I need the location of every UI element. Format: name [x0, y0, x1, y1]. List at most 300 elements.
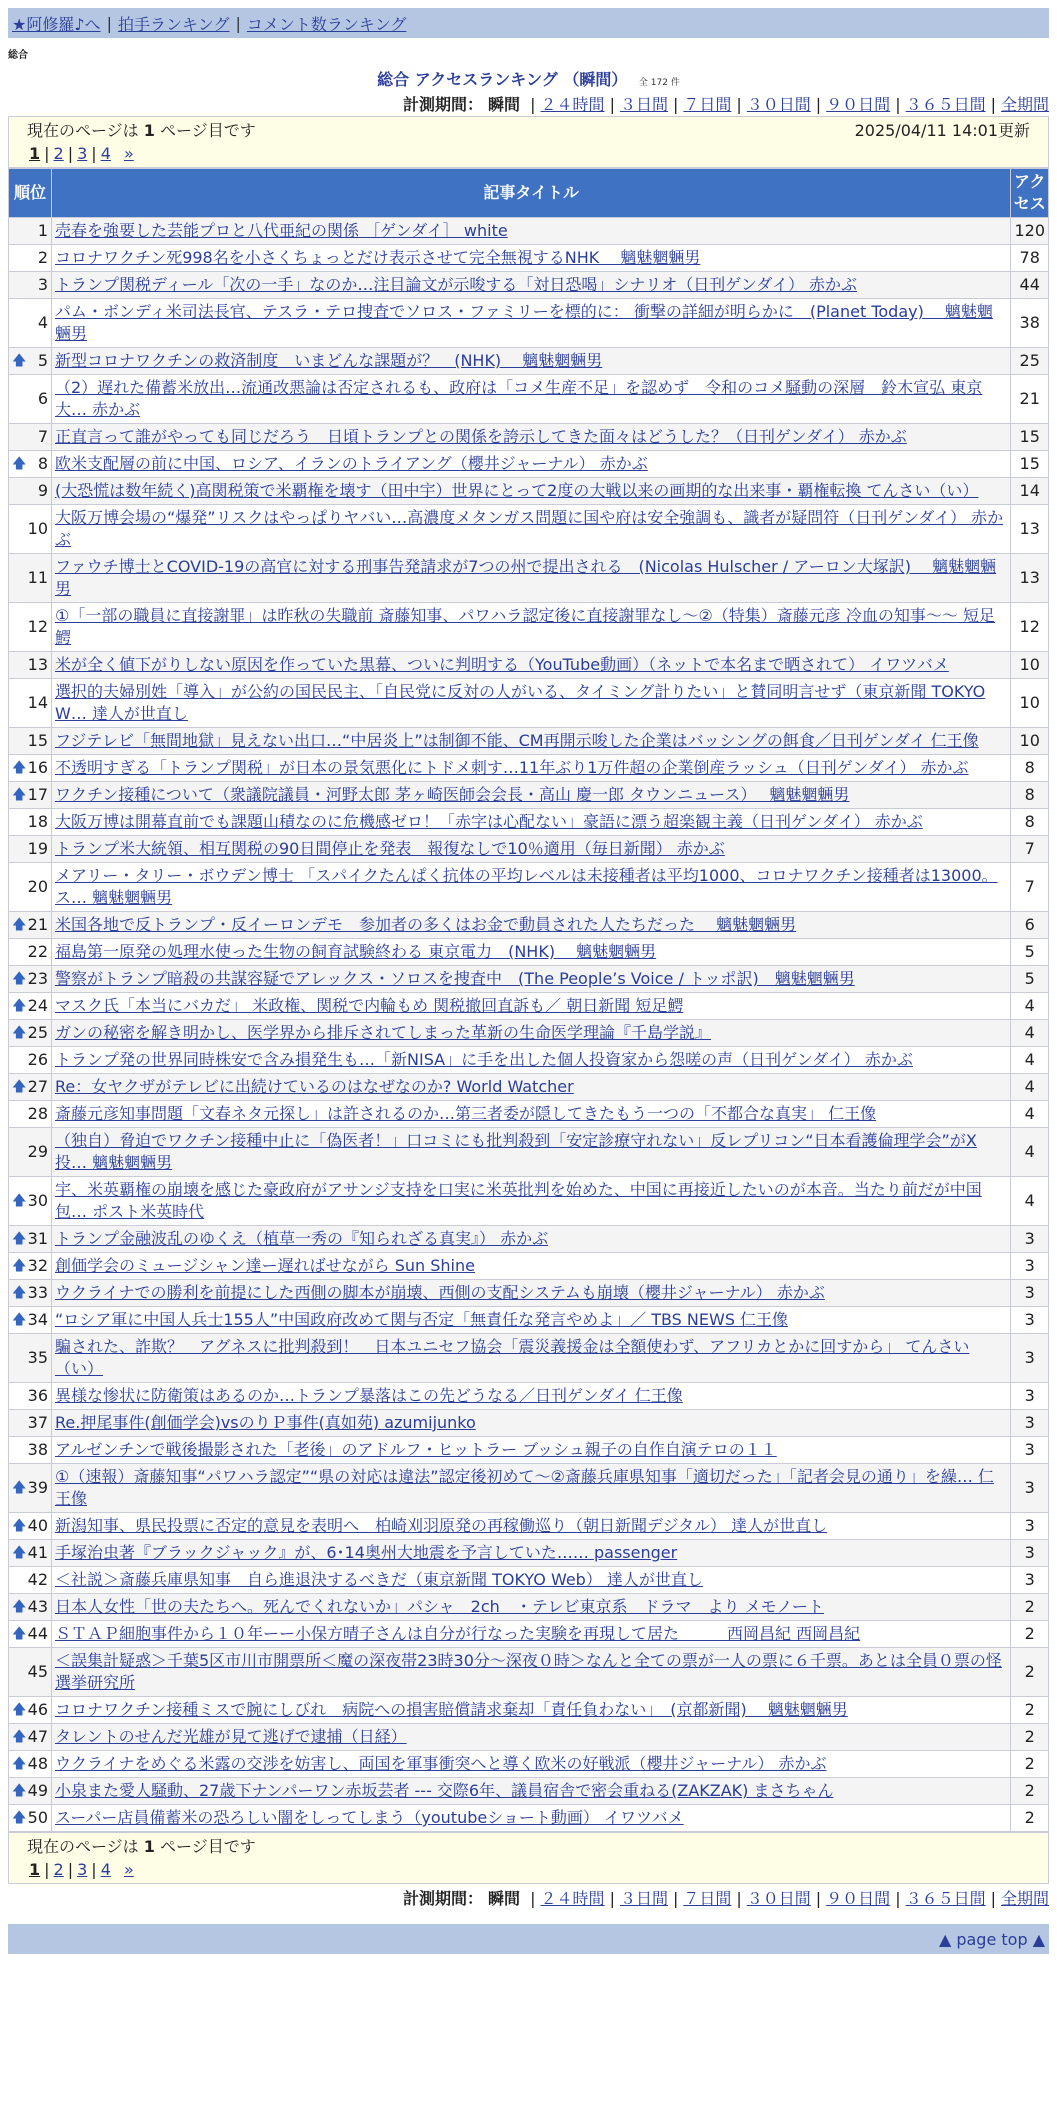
table-row	[9, 1020, 1049, 1047]
access-count: 78	[1011, 245, 1049, 272]
article-title-link[interactable]: 警察がトランプ暗殺の共謀容疑でアレックス・ソロスを捜査中 (The People’s Voice / トッポ訳) 魑魅魍魎男	[55, 969, 855, 988]
article-title-link[interactable]: ワクチン接種について（衆議院議員・河野太郎 茅ヶ崎医師会会長・高山 慶一郎 タウンニュース） 魑魅魍魎男	[55, 785, 850, 804]
pager-page-link[interactable]: 2	[53, 1860, 64, 1879]
article-title-link[interactable]: 売春を強要した芸能プロと八代亜紀の関係 ［ゲンダイ］ white	[55, 221, 508, 240]
rank-cell	[9, 728, 52, 755]
rank-up-arrow-icon: 🡅	[12, 998, 27, 1014]
rank-cell	[9, 1101, 52, 1128]
rank-up-arrow-icon: 🡅	[12, 917, 27, 933]
rank-number: 8	[37, 454, 48, 473]
period-option-link[interactable]: 全期間	[1000, 1889, 1049, 1908]
period-separator: |	[895, 1889, 901, 1908]
title-cell	[52, 1540, 1011, 1567]
rank-cell	[9, 1751, 52, 1778]
rank-cell	[9, 836, 52, 863]
title-cell	[52, 505, 1011, 554]
rank-number: 33	[27, 1283, 48, 1302]
period-separator: |	[609, 95, 615, 114]
table-row	[9, 1307, 1049, 1334]
rank-number: 18	[27, 812, 48, 831]
rank-cell	[9, 1648, 52, 1697]
article-title-link[interactable]: コロナワクチン死998名を小さくちょっとだけ表示させて完全無視するNHK 魑魅魍魎男	[55, 248, 701, 267]
table-row	[9, 755, 1049, 782]
article-title-link[interactable]: ガンの秘密を解き明かし、医学界から排斥されてしまった革新の生命医学理論『千島学説』	[55, 1023, 712, 1042]
access-count: 8	[1011, 755, 1049, 782]
page-top-link[interactable]: ▲ page top ▲	[938, 1929, 1045, 1949]
rank-cell	[9, 863, 52, 912]
title-cell	[52, 424, 1011, 451]
table-row	[9, 993, 1049, 1020]
title-cell	[52, 272, 1011, 299]
table-row	[9, 272, 1049, 299]
rank-cell	[9, 912, 52, 939]
period-option-link[interactable]: ９０日間	[826, 1889, 891, 1908]
rank-up-arrow-icon: 🡅	[12, 1702, 27, 1718]
access-count: 2	[1011, 1648, 1049, 1697]
period-option-link[interactable]: ２４時間	[540, 95, 605, 114]
rank-cell	[9, 1540, 52, 1567]
title-cell	[52, 1101, 1011, 1128]
access-count: 120	[1011, 218, 1049, 245]
title-cell	[52, 966, 1011, 993]
pager-next-link[interactable]: »	[123, 144, 134, 163]
table-row	[9, 603, 1049, 652]
period-separator: |	[736, 1889, 742, 1908]
article-title-link[interactable]: ウクライナをめぐる米露の交渉を妨害し、両国を軍事衝突へと導く欧米の好戦派（櫻井ジャーナル） 赤かぶ	[55, 1754, 827, 1773]
col-rank-header: 順位	[9, 169, 52, 218]
title-cell	[52, 375, 1011, 424]
access-count: 5	[1011, 939, 1049, 966]
pager-next-link[interactable]: »	[123, 1860, 134, 1879]
table-row	[9, 782, 1049, 809]
rank-number: 12	[27, 617, 48, 636]
rank-number: 11	[27, 568, 48, 587]
rank-number: 22	[27, 942, 48, 961]
table-row	[9, 424, 1049, 451]
rank-cell	[9, 505, 52, 554]
table-row	[9, 1177, 1049, 1226]
title-cell	[52, 245, 1011, 272]
access-count: 2	[1011, 1594, 1049, 1621]
access-count: 3	[1011, 1437, 1049, 1464]
rank-up-arrow-icon: 🡅	[12, 1626, 27, 1642]
article-title-link[interactable]: フジテレビ「無間地獄」見えない出口…“中居炎上”は制御不能、CM再開示唆した企業はバッシングの餌食／日刊ゲンダイ 仁王像	[55, 731, 979, 750]
access-count: 2	[1011, 1697, 1049, 1724]
article-title-link[interactable]: ①（速報）斎藤知事“パワハラ認定”“県の対応は違法”認定後初めて～②斎藤兵庫県知事「適切だった」「記者会見の通り」を繰… 仁王像	[55, 1467, 994, 1508]
rank-cell	[9, 1697, 52, 1724]
table-row	[9, 1751, 1049, 1778]
period-separator: |	[815, 1889, 822, 1908]
access-count: 3	[1011, 1334, 1049, 1383]
title-cell	[52, 1226, 1011, 1253]
access-count: 3	[1011, 1280, 1049, 1307]
period-separator: |	[530, 95, 536, 114]
table-row	[9, 375, 1049, 424]
period-option-link[interactable]: 全期間	[1000, 95, 1049, 114]
access-count: 4	[1011, 1101, 1049, 1128]
update-timestamp: 2025/04/11 14:01更新	[854, 121, 1030, 140]
top-nav-bar	[8, 8, 1049, 38]
article-title-link[interactable]: 小泉また愛人騒動、27歳下ナンパーワン赤坂芸者 --- 交際6年、議員宿舎で密会重ねる(ZAKZAK) まさちゃん	[55, 1781, 834, 1800]
rank-cell	[9, 218, 52, 245]
period-option-link[interactable]: ７日間	[683, 95, 732, 114]
period-separator: |	[815, 95, 822, 114]
article-title-link[interactable]: トランプ米大統領、相互関税の90日間停止を発表 報復なしで10％適用（毎日新聞） 赤かぶ	[55, 839, 725, 858]
table-row	[9, 1047, 1049, 1074]
pager-current-page: 1	[29, 144, 41, 163]
article-title-link[interactable]: （独自）脅迫でワクチン接種中止に「偽医者！」口コミにも批判殺到「安定診療守れない」反レプリコン“日本看護倫理学会”がX投… 魑魅魍魎男	[55, 1131, 977, 1172]
rank-up-arrow-icon: 🡅	[12, 760, 27, 776]
title-cell	[52, 1594, 1011, 1621]
rank-cell	[9, 1074, 52, 1101]
rank-cell	[9, 1128, 52, 1177]
access-count: 38	[1011, 299, 1049, 348]
article-title-link[interactable]: 大阪万博は開幕直前でも課題山積なのに危機感ゼロ！「赤字は心配ない」豪語に漂う超楽観主義（日刊ゲンダイ） 赤かぶ	[55, 812, 923, 831]
article-title-link[interactable]: （2）遅れた備蓄米放出…流通改悪論は否定されるも、政府は「コメ生産不足」を認めず 令和のコメ騒動の深層 鈴木宣弘 東京大… 赤かぶ	[55, 378, 983, 419]
table-row	[9, 652, 1049, 679]
title-cell	[52, 1253, 1011, 1280]
article-title-link[interactable]: パム・ボンディ米司法長官、テスラ・テロ捜査でソロス・ファミリーを標的に： 衝撃の詳細が明らかに (Planet Today) 魑魅魍魎男	[55, 302, 993, 343]
table-row	[9, 478, 1049, 505]
rank-up-arrow-icon: 🡅	[12, 1079, 27, 1095]
rank-number: 6	[37, 389, 48, 408]
rank-number: 28	[27, 1104, 48, 1123]
article-title-link[interactable]: 選択的夫婦別姓「導入」が公約の国民民主、「自民党に反対の人がいる、タイミング計りたい」と賛同明言せず（東京新聞 TOKYO W… 達人が世直し	[55, 682, 986, 723]
table-row	[9, 1648, 1049, 1697]
col-title-header: 記事タイトル	[52, 169, 1011, 218]
title-cell	[52, 1724, 1011, 1751]
period-option-link[interactable]: ３６５日間	[905, 1889, 986, 1908]
article-title-link[interactable]: 米が全く値下がりしない原因を作っていた黒幕、ついに判明する（YouTube動画）（ネットで本名まで晒されて） イワツバメ	[55, 655, 949, 674]
period-separator: |	[895, 95, 901, 114]
article-title-link[interactable]: 福島第一原発の処理水使った生物の飼育試験終わる 東京電力 (NHK) 魑魅魍魎男	[55, 942, 657, 961]
article-title-link[interactable]: マスク氏「本当にバカだ」 米政権、関税で内輪もめ 関税撤回直訴も／ 朝日新聞 短足鰐	[55, 996, 684, 1015]
table-row	[9, 348, 1049, 375]
table-row	[9, 1594, 1049, 1621]
rank-up-arrow-icon: 🡅	[12, 1518, 27, 1534]
title-cell	[52, 299, 1011, 348]
rank-number: 25	[27, 1023, 48, 1042]
access-count: 3	[1011, 1226, 1049, 1253]
rank-number: 26	[27, 1050, 48, 1069]
access-count: 10	[1011, 728, 1049, 755]
title-cell	[52, 1074, 1011, 1101]
page-title	[8, 67, 1049, 90]
nav-separator: |	[235, 13, 241, 33]
article-title-link[interactable]: 斎藤元彦知事問題「文春ネタ元探し」は許されるのか…第三者委が隠してきたもう一つの「不都合な真実」 仁王像	[55, 1104, 877, 1123]
title-cell	[52, 1805, 1011, 1832]
table-row	[9, 1778, 1049, 1805]
rank-number: 38	[27, 1440, 48, 1459]
rank-cell	[9, 782, 52, 809]
title-cell	[52, 218, 1011, 245]
rank-up-arrow-icon: 🡅	[12, 1193, 27, 1209]
article-title-link[interactable]: ウクライナでの勝利を前提にした西側の脚本が崩壊、西側の支配システムも崩壊（櫻井ジャーナル） 赤かぶ	[55, 1283, 825, 1302]
title-cell	[52, 679, 1011, 728]
period-separator: |	[672, 1889, 679, 1908]
access-count: 3	[1011, 1307, 1049, 1334]
rank-cell	[9, 652, 52, 679]
access-count: 3	[1011, 1464, 1049, 1513]
rank-cell	[9, 1513, 52, 1540]
rank-up-arrow-icon: 🡅	[12, 1599, 27, 1615]
article-title-link[interactable]: 不透明すぎる「トランプ関税」が日本の景気悪化にトドメ刺す…11年ぶり1万件超の企業倒産ラッシュ（日刊ゲンダイ） 赤かぶ	[55, 758, 969, 777]
title-cell	[52, 912, 1011, 939]
table-row	[9, 1540, 1049, 1567]
article-title-link[interactable]: スーパー店員備蓄米の恐ろしい闇をしってしまう（youtubeショート動画） イワツバメ	[55, 1808, 684, 1827]
table-row	[9, 1621, 1049, 1648]
rank-number: 14	[27, 693, 48, 712]
pager-page-link[interactable]: 3	[77, 1860, 88, 1879]
access-count: 4	[1011, 1177, 1049, 1226]
table-row	[9, 728, 1049, 755]
period-separator: |	[736, 95, 742, 114]
title-cell	[52, 348, 1011, 375]
rank-number: 48	[27, 1754, 48, 1773]
article-title-link[interactable]: タレントのせんだ光雄が見て逃げで逮捕（日経）	[55, 1727, 407, 1746]
access-count: 44	[1011, 272, 1049, 299]
access-count: 4	[1011, 1074, 1049, 1101]
period-option-link[interactable]: ３０日間	[746, 95, 811, 114]
table-row	[9, 912, 1049, 939]
article-title-link[interactable]: 新型コロナワクチンの救済制度 いまどんな課題が？ (NHK) 魑魅魍魎男	[55, 351, 603, 370]
rank-up-arrow-icon: 🡅	[12, 1480, 27, 1496]
clap-ranking-link[interactable]: 拍手ランキング	[117, 14, 230, 34]
article-title-link[interactable]: ファウチ博士とCOVID-19の高官に対する刑事告発請求が7つの州で提出される (Nicolas Hulscher / アーロン大塚訳) 魑魅魍魎男	[55, 557, 997, 598]
rank-number: 40	[27, 1516, 48, 1535]
article-title-link[interactable]: トランプ関税ディール「次の一手」なのか…注目論文が示唆する「対日恐喝」シナリオ（日刊ゲンダイ） 赤かぶ	[55, 275, 858, 294]
pager-separator: |	[91, 144, 97, 163]
rank-cell	[9, 939, 52, 966]
period-separator: |	[609, 1889, 615, 1908]
access-count: 3	[1011, 1540, 1049, 1567]
period-option-link[interactable]: ２４時間	[540, 1889, 605, 1908]
rank-cell	[9, 1020, 52, 1047]
rank-number: 46	[27, 1700, 48, 1719]
access-count: 7	[1011, 836, 1049, 863]
period-option-link[interactable]: ９０日間	[826, 95, 891, 114]
period-option-link[interactable]: ３日間	[619, 1889, 668, 1908]
rank-up-arrow-icon: 🡅	[12, 1545, 27, 1561]
pager-page-link[interactable]: 3	[77, 144, 88, 163]
rank-cell	[9, 603, 52, 652]
rank-number: 36	[27, 1386, 48, 1405]
article-title-link[interactable]: ＜社説＞斎藤兵庫県知事 自ら進退決するべきだ（東京新聞 TOKYO Web） 達人が世直し	[55, 1570, 703, 1589]
rank-number: 50	[27, 1808, 48, 1827]
table-row	[9, 1128, 1049, 1177]
rank-number: 24	[27, 996, 48, 1015]
table-row	[9, 1437, 1049, 1464]
title-cell	[52, 782, 1011, 809]
article-title-link[interactable]: トランプ金融波乱のゆくえ（植草一秀の『知られざる真実』） 赤かぶ	[55, 1229, 549, 1248]
title-cell	[52, 554, 1011, 603]
rank-number: 16	[27, 758, 48, 777]
title-cell	[52, 1410, 1011, 1437]
rank-cell	[9, 966, 52, 993]
article-title-link[interactable]: 日本人女性「世の夫たちへ。死んでくれないか」パシャ 2ch ・テレビ東京系 ドラマ より メモノート	[55, 1597, 824, 1616]
page-info-bottom	[8, 1832, 1049, 1884]
rank-number: 49	[27, 1781, 48, 1800]
rank-up-arrow-icon: 🡅	[12, 1258, 27, 1274]
table-row	[9, 1464, 1049, 1513]
article-title-link[interactable]: メアリー・タリー・ボウデン博士 「スパイクたんぱく抗体の平均レベルは未接種者は平均1000、コロナワクチン接種者は13000。ス… 魑魅魍魎男	[55, 866, 998, 907]
rank-cell	[9, 1778, 52, 1805]
rank-number: 31	[27, 1229, 48, 1248]
col-access-header: アクセス	[1011, 169, 1049, 218]
title-cell	[52, 1334, 1011, 1383]
article-title-link[interactable]: Re：女ヤクザがテレビに出続けているのはなぜなのか? World Watcher	[55, 1077, 574, 1096]
rank-cell	[9, 1805, 52, 1832]
rank-cell	[9, 1383, 52, 1410]
table-row	[9, 218, 1049, 245]
article-title-link[interactable]: 米国各地で反トランプ・反イーロンデモ 参加者の多くはお金で動員された人たちだった 魑魅魍魎男	[55, 915, 797, 934]
table-row	[9, 299, 1049, 348]
table-row	[9, 1805, 1049, 1832]
rank-number: 4	[37, 313, 48, 332]
access-count: 2	[1011, 1751, 1049, 1778]
access-count: 8	[1011, 782, 1049, 809]
pager-separator: |	[91, 1860, 97, 1879]
article-title-link[interactable]: 騙された、詐欺？ アグネスに批判殺到！ 日本ユニセフ協会「震災義援金は全額使わず、アフリカとかに回すから」 てんさい（い）	[55, 1337, 970, 1378]
title-cell	[52, 1437, 1011, 1464]
article-title-link[interactable]: 異様な惨状に防衛策はあるのか…トランプ暴落はこの先どうなる／日刊ゲンダイ 仁王像	[55, 1386, 683, 1405]
article-title-link[interactable]: アルゼンチンで戦後撮影された「老後」のアドルフ・ヒットラー ブッシュ親子の自作自演テロの１１	[55, 1440, 777, 1459]
table-row	[9, 505, 1049, 554]
rank-number: 30	[27, 1191, 48, 1210]
table-row	[9, 1513, 1049, 1540]
period-options	[525, 95, 1049, 114]
rank-number: 19	[27, 839, 48, 858]
rank-cell	[9, 299, 52, 348]
title-cell	[52, 1513, 1011, 1540]
title-cell	[52, 1177, 1011, 1226]
rank-cell	[9, 554, 52, 603]
total-count: 全 172 件	[638, 78, 680, 88]
title-cell	[52, 1280, 1011, 1307]
article-title-link[interactable]: トランプ発の世界同時株安で含み損発生も…「新NISA」に手を出した個人投資家から怨嗟の声（日刊ゲンダイ） 赤かぶ	[55, 1050, 913, 1069]
title-cell	[52, 1383, 1011, 1410]
pagination	[27, 142, 1030, 165]
access-count: 5	[1011, 966, 1049, 993]
rank-number: 35	[27, 1348, 48, 1367]
access-count: 2	[1011, 1621, 1049, 1648]
title-cell	[52, 1307, 1011, 1334]
bottom-bar	[8, 1924, 1049, 1954]
pager-separator: |	[67, 1860, 74, 1879]
access-count: 3	[1011, 1513, 1049, 1540]
pager-page-link[interactable]: 2	[53, 144, 64, 163]
article-title-link[interactable]: 創価学会のミュージシャン達ー遅ればせながら Sun Shine	[55, 1256, 475, 1275]
article-title-link[interactable]: Re.押尾事件(創価学会)vsのりＰ事件(真如苑) azumijunko	[55, 1413, 476, 1432]
rank-number: 2	[37, 248, 48, 267]
nav-separator: |	[106, 13, 112, 33]
period-option-link[interactable]: ３６５日間	[905, 95, 986, 114]
article-title-link[interactable]: 大阪万博会場の“爆発”リスクはやっぱりヤバい…高濃度メタンガス問題に国や府は安全強調も、識者が疑問符（日刊ゲンダイ） 赤かぶ	[55, 508, 1004, 549]
pager-page-link[interactable]: 4	[100, 144, 111, 163]
period-selector-bottom	[8, 1888, 1049, 1910]
rank-cell	[9, 809, 52, 836]
pager-current-page: 1	[29, 1860, 41, 1879]
access-count: 12	[1011, 603, 1049, 652]
title-cell	[52, 1751, 1011, 1778]
rank-up-arrow-icon: 🡅	[12, 1025, 27, 1041]
period-current: 瞬間	[488, 95, 521, 114]
page-info-top	[8, 116, 1049, 168]
rank-up-arrow-icon: 🡅	[12, 353, 27, 369]
rank-cell	[9, 1177, 52, 1226]
period-separator: |	[530, 1889, 536, 1908]
article-title-link[interactable]: 手塚治虫著『ブラックジャック』が、6･14奥州大地震を予言していた…… passenger	[55, 1543, 678, 1562]
article-title-link[interactable]: ①「一部の職員に直接謝罪」は昨秋の失職前 斎藤知事、パワハラ認定後に直接謝罪なし～②（特集）斎藤元彦 冷血の知事～～ 短足鰐	[55, 606, 995, 647]
rank-number: 20	[27, 877, 48, 896]
article-title-link[interactable]: コロナワクチン接種ミスで腕にしびれ 病院への損害賠償請求棄却「責任負わない」 (京都新聞) 魑魅魍魎男	[55, 1700, 848, 1719]
title-cell	[52, 836, 1011, 863]
article-title-link[interactable]: 正直言って誰がやっても同じだろう 日頃トランプとの関係を誇示してきた面々はどうした？（日刊ゲンダイ） 赤かぶ	[55, 427, 907, 446]
rank-number: 44	[27, 1624, 48, 1643]
period-option-link[interactable]: ７日間	[683, 1889, 732, 1908]
title-cell	[52, 1621, 1011, 1648]
period-option-link[interactable]: ３０日間	[746, 1889, 811, 1908]
rank-number: 39	[27, 1478, 48, 1497]
title-cell	[52, 1697, 1011, 1724]
title-cell	[52, 1648, 1011, 1697]
rank-number: 1	[37, 221, 48, 240]
article-title-link[interactable]: 新潟知事、県民投票に否定的意見を表明へ 柏崎刈羽原発の再稼働巡り（朝日新聞デジタル） 達人が世直し	[55, 1516, 828, 1535]
access-count: 3	[1011, 1567, 1049, 1594]
article-title-link[interactable]: 宇、米英覇権の崩壊を感じた豪政府がアサンジ支持を口実に米英批判を始めた、中国に再接近したいのが本音。当たり前だが中国包… ポスト米英時代	[55, 1180, 982, 1221]
rank-cell	[9, 478, 52, 505]
table-row	[9, 1101, 1049, 1128]
rank-up-arrow-icon: 🡅	[12, 1729, 27, 1745]
pager-page-link[interactable]: 4	[100, 1860, 111, 1879]
rank-number: 15	[27, 731, 48, 750]
period-current: 瞬間	[488, 1889, 521, 1908]
access-count: 15	[1011, 424, 1049, 451]
article-title-link[interactable]: 欧米支配層の前に中国、ロシア、イランのトライアング（櫻井ジャーナル） 赤かぶ	[55, 454, 648, 473]
rank-up-arrow-icon: 🡅	[12, 1810, 27, 1826]
pagination	[27, 1858, 1030, 1881]
rank-number: 10	[27, 519, 48, 538]
access-count: 4	[1011, 1020, 1049, 1047]
comment-ranking-link[interactable]: コメント数ランキング	[246, 14, 407, 34]
access-count: 21	[1011, 375, 1049, 424]
rank-cell	[9, 424, 52, 451]
rank-cell	[9, 272, 52, 299]
period-options	[525, 1889, 1049, 1908]
period-separator: |	[672, 95, 679, 114]
table-row	[9, 1383, 1049, 1410]
access-count: 10	[1011, 679, 1049, 728]
rank-up-arrow-icon: 🡅	[12, 456, 27, 472]
article-title-link[interactable]: ＜誤集計疑惑＞千葉5区市川市開票所＜魔の深夜帯23時30分～深夜０時＞なんと全ての票が一人の票に６千票。あとは全員０票の怪 選挙研究所	[55, 1651, 1002, 1692]
rank-number: 41	[27, 1543, 48, 1562]
access-count: 4	[1011, 1128, 1049, 1177]
home-link[interactable]: ★阿修羅♪へ	[12, 14, 101, 34]
period-label: 計測期間：	[402, 95, 483, 114]
article-title-link[interactable]: “ロシア軍に中国人兵士155人”中国政府改めて関与否定「無責任な発言やめよ」／ TBS NEWS 仁王像	[55, 1310, 789, 1329]
rank-number: 29	[27, 1142, 48, 1161]
article-title-link[interactable]: ＳＴＡＰ細胞事件から１０年ーー小保方晴子さんは自分が行なった実験を再現して居た 西岡昌紀 西岡昌紀	[55, 1624, 861, 1643]
article-title-link[interactable]: (大恐慌は数年続く)高関税策で米覇権を壊す（田中宇）世界にとって2度の大戦以来の画期的な出来事・覇権転換 てんさい（い）	[55, 481, 979, 500]
title-cell	[52, 478, 1011, 505]
table-row	[9, 836, 1049, 863]
period-option-link[interactable]: ３日間	[619, 95, 668, 114]
title-cell	[52, 728, 1011, 755]
table-row	[9, 966, 1049, 993]
rank-up-arrow-icon: 🡅	[12, 1231, 27, 1247]
title-cell	[52, 451, 1011, 478]
title-cell	[52, 939, 1011, 966]
